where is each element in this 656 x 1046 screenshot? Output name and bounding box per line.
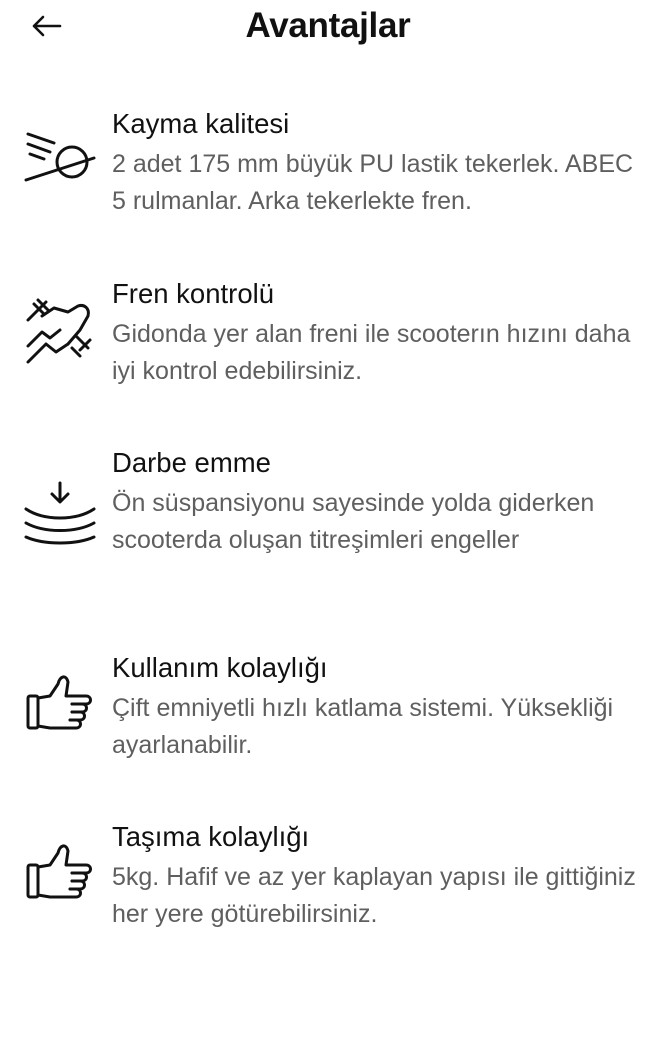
- feature-description: Ön süspansiyonu sayesinde yolda giderken scooterda oluşan titreşimleri engeller: [112, 489, 595, 554]
- feature-title: Fren kontrolü: [112, 278, 275, 309]
- feature-description: 5kg. Hafif ve az yer kaplayan yapısı ile gittiğiniz her yere götürebilirsiniz.: [112, 863, 636, 928]
- feature-title: Taşıma kolaylığı: [112, 821, 310, 852]
- thumbs-up-icon: [24, 839, 96, 911]
- hand-brake-icon: [24, 296, 96, 368]
- thumbs-up-icon: [24, 670, 96, 742]
- wheel-speed-icon: [24, 128, 96, 200]
- feature-title: Kayma kalitesi: [112, 108, 290, 139]
- feature-description: 2 adet 175 mm büyük PU lastik tekerlek. ABEC 5 rulmanlar. Arka tekerlekte fren.: [112, 150, 634, 215]
- feature-title: Kullanım kolaylığı: [112, 652, 328, 683]
- feature-title: Darbe emme: [112, 447, 271, 478]
- shock-absorb-icon: [24, 479, 96, 551]
- page-title: Avantajlar: [245, 6, 411, 45]
- feature-description: Gidonda yer alan freni ile scooterın hızını daha iyi kontrol edebilirsiniz.: [112, 320, 631, 385]
- top-bar: [0, 0, 656, 60]
- feature-description: Çift emniyetli hızlı katlama sistemi. Yüksekliği ayarlanabilir.: [112, 694, 614, 759]
